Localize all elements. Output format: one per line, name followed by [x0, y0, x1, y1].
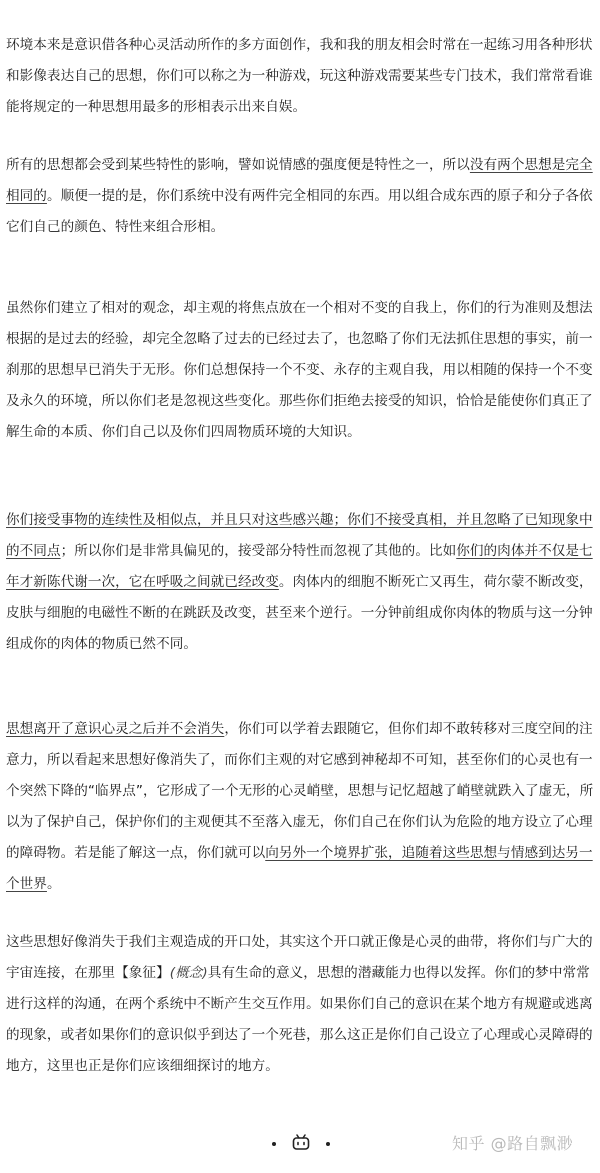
paragraph-thought-traits: [6, 150, 596, 243]
paragraph-environment: [6, 30, 596, 123]
page-footer: [0, 1128, 600, 1168]
underlined-emphasis: 没有两个思想是完全相同的: [6, 157, 593, 204]
paragraph-text: 虽然你们建立了相对的观念，却主观的将焦点放在一个相对不变的自我上，你们的行为准则及想法根据的是过去的经验，却完全忽略了过去的已经过去了，也忽略了你们无法抓住思想的事实，前一刹那的思想早已消失于无形。你们总想保持一个不变、永存的主观自我，用以相随的保持一个不变及永久的环境，所以你们老是忽视这些变化。那些你们拒绝去接受的知识，恰恰是能使你们真正了解生命的本质、你们自己以及你们四周物质环境的大知识。: [6, 300, 593, 440]
paragraph-text: 。肉体内的细胞不断死亡又再生，荷尔蒙不断改变，皮肤与细胞的电磁性不断的在跳跃及改变，甚至来个逆行。一分钟前组成你肉体的物质与这一分钟组成你的肉体的物质已然不同。: [6, 574, 593, 652]
paragraph-text: ，你们可以学着去跟随它，但你们却不敢转移对三度空间的注意力，所以看起来思想好像消失了，而你们主观的对它感到神秘却不可知，甚至你们的心灵也有一个突然下降的“临界点”，它形成了一个无形的心灵峭壁，思想与记忆超越了峭壁就跌入了虚无，所以为了保护自己，保护你们的主观便其不至落入虚无，你们自己在你们认为危险的地方设立了心理的障碍物。若是能了解这一点，你们就可以: [6, 721, 594, 861]
paragraph-text: 。顺便一提的是，你们系统中没有两件完全相同的东西。用以组合成东西的原子和分子各依它们自己的颜色、特性来组合形相。: [6, 188, 593, 235]
paragraph-text: 。: [46, 876, 61, 892]
italic-note: (概念): [169, 965, 208, 981]
watermark-text: 知乎 @路自飘渺: [452, 1134, 574, 1153]
underlined-emphasis: 思想离开了意识心灵之后并不会消失: [6, 721, 225, 737]
paragraph-opening: [6, 927, 596, 1082]
dot-icon: [326, 1142, 330, 1146]
underlined-emphasis: 你们的肉体并不仅是七年才新陈代谢一次，它在呼吸之间就已经改变: [6, 543, 593, 590]
bilibili-tv-icon: [292, 1134, 310, 1150]
underlined-emphasis: 向另外一个境界扩张，追随着这些思想与情感到达另一个世界: [6, 845, 593, 892]
paragraph-text: 所有的思想都会受到某些特性的影响，譬如说情感的强度便是特性之一，所以: [6, 157, 470, 173]
paragraph-text: 具有生命的意义，思想的潜藏能力也得以发挥。你们的梦中常常进行这样的沟通，在两个系统中不断产生交互作用。如果你们自己的意识在某个地方有规避或逃离的现象，或者如果你们的意识似乎到达了一个死巷，那么这正是你们自己设立了心理或心灵障碍的地方，这里也正是你们应该细细探讨的地方。: [6, 965, 593, 1074]
paragraph-text: 环境本来是意识借各种心灵活动所作的多方面创作，我和我的朋友相会时常在一起练习用各种形状和影像表达自己的思想，你们可以称之为一种游戏，玩这种游戏需要某些专门技术，我们常常看谁能将规定的一种思想用最多的形相表示出来自娱。: [6, 37, 593, 115]
dot-icon: [272, 1142, 276, 1146]
paragraph-relative-self: [6, 293, 596, 448]
paragraph-continuity: [6, 505, 596, 660]
paragraph-thoughts-persist: [6, 714, 596, 900]
underlined-emphasis: 你们接受事物的连续性及相似点，并且只对这些感兴趣；你们不接受真相，并且忽略了已知现象中的不同点: [6, 512, 593, 559]
paragraph-text: ；所以你们是非常具偏见的，接受部分特性而忽视了其他的。比如: [60, 543, 457, 559]
paragraph-text: 这些思想好像消失于我们主观造成的开口处，其实这个开口就正像是心灵的曲带，将你们与广大的宇宙连接，在那里【象征】: [6, 934, 593, 981]
